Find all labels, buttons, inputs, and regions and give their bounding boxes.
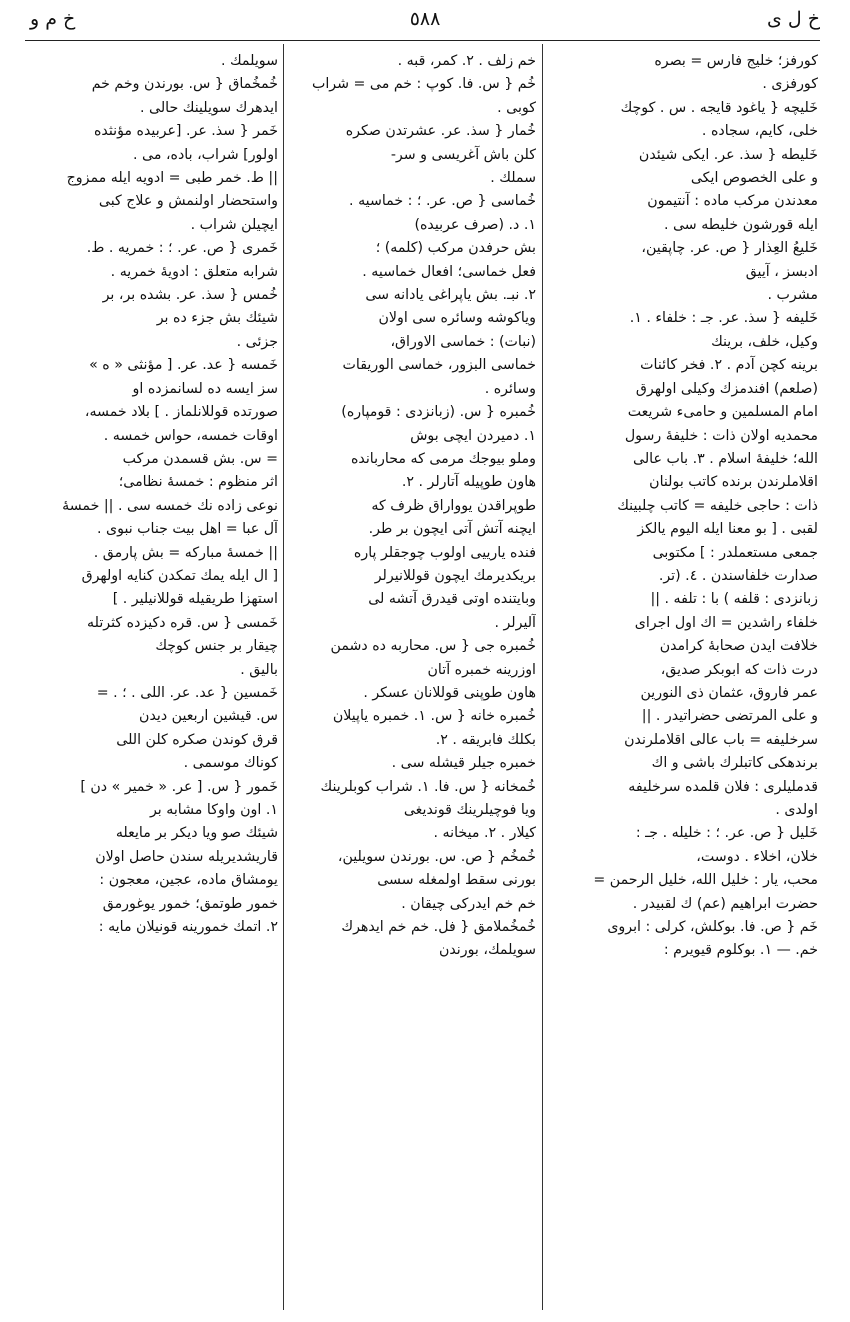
- entry-line: کورفزی .: [762, 76, 818, 93]
- header-guide-word-right: خ ل ی: [766, 8, 820, 30]
- entry-line: خَمسی { س. قره دكيزده كثرتله: [87, 614, 278, 631]
- entry-line: قدملیلری : فلان قلمده سرخليفه: [628, 778, 818, 795]
- page-number: ٥٨٨: [409, 8, 441, 30]
- entry-line: استهزا طريقيله قوللانيلير . ]: [112, 591, 278, 608]
- entry-line: سويلمك، بورندن: [438, 942, 536, 959]
- entry-line: خَمر { سذ. عر. [عربيده مؤنثده: [93, 123, 278, 140]
- entry-line: مشرب .: [767, 287, 818, 304]
- entry-line: خَلیعُ العِذار { ص. عر. چاپقین،: [641, 240, 818, 257]
- entry-line: يومشاق ماده، عجين، معجون :: [99, 872, 278, 889]
- entry-line: امام المسلمين و حامیء شريعت: [627, 404, 818, 421]
- entry-line: خُمخُملامق { فل. خم خم ايدهرك: [341, 919, 536, 936]
- entry-line: خَمور { س. [ عر. « خمير » دن ]: [80, 778, 278, 795]
- entry-line: خُماسی { ص. عر. ؛ : خماسیه .: [349, 193, 536, 210]
- dictionary-column-middle: [288, 50, 536, 1312]
- entry-line: خمور طوتمق؛ خمور يوغورمق: [102, 895, 278, 912]
- entry-line: نوعی زاده نك خمسه سی . || خمسهٔ: [62, 497, 278, 514]
- entry-line: خُمخُم { ص. س. بورندن سويلين،: [337, 848, 536, 865]
- entry-line: عمر فاروق، عثمان ذی النورين: [640, 684, 818, 701]
- entry-line: و على الخصوص ایکی: [690, 170, 818, 187]
- entry-line: كوبی .: [497, 99, 536, 116]
- entry-line: ادبسز ، آییق: [745, 263, 818, 280]
- column-divider: [542, 44, 543, 1310]
- entry-line: اولدی .: [775, 802, 818, 818]
- entry-line: برينه كچن آدم . ٢. فخر كائنات: [640, 357, 818, 374]
- entry-line: خُم { س. فا. كوپ : خم می = شراب: [311, 76, 536, 93]
- entry-line: محب، يار : خليل الله، خليل الرحمن =: [593, 872, 818, 889]
- entry-line: س. قيشين اربعين ديدن: [139, 708, 278, 725]
- entry-line: ١. دميردن ايچی بوش: [410, 427, 536, 444]
- page-header: [30, 8, 820, 36]
- entry-line: محمديه اولان ذات : خليفهٔ رسول: [624, 427, 818, 444]
- entry-line: ايچيلن شراب .: [190, 216, 278, 233]
- entry-line: (نبات) : خماسی الاوراق،: [390, 333, 536, 350]
- entry-line: معدندن مركب ماده : آنتیمون: [647, 193, 818, 210]
- entry-line: طوپراقدن يوواراق ظرف كه: [371, 497, 536, 514]
- entry-line: ٢. نبـ. بش ياپراغی يادانه سی: [365, 287, 536, 304]
- entry-line: فنده يارييی اولوب چوجقلر پاره: [353, 544, 536, 561]
- entry-line: ايچنه آتش آتی ايچون بر طر.: [368, 521, 536, 538]
- entry-line: = س. بش قسمدن مركب: [122, 450, 278, 467]
- entry-line: ١. اون واوكا مشابه بر: [149, 802, 278, 818]
- entry-line: ذات : حاجی خليفه = كاتب چلبينك: [617, 497, 818, 514]
- entry-line: خَلیطه { سذ. عر. ایکی شيئدن: [638, 146, 818, 163]
- entry-line: خم خم ايدركی چيقان .: [401, 895, 536, 912]
- entry-line: زبانزدی : قلفه ) با : تلفه . ||: [650, 591, 818, 608]
- entry-line: وملو بيوجك مرمی كه محاربانده: [350, 450, 536, 467]
- entry-line: آليرلر .: [494, 614, 536, 631]
- entry-line: خلان، اخلاء . دوست،: [696, 848, 818, 865]
- header-guide-word-left: خ م و: [30, 8, 76, 30]
- entry-line: خَلیچه { یاغود قايجه . س . كوچك: [620, 99, 818, 116]
- entry-line: هاون طوپيله آتارلر . ٢.: [401, 474, 536, 491]
- entry-line: وسائره .: [484, 380, 536, 397]
- entry-line: كيلار . ٢. ميخانه .: [433, 825, 536, 842]
- entry-line: خُمخُماق { س. بورندن وخم خم: [91, 76, 278, 93]
- entry-line: صورتده قوللانلماز . ] بلاد خمسه،: [84, 404, 278, 421]
- entry-line: ١. د. (صرف عربيده): [414, 216, 536, 233]
- entry-line: وبايتنده اوتی قيدرق آتشه لی: [368, 591, 536, 608]
- entry-line: اثر منظوم : خمسهٔ نظامی؛: [118, 474, 278, 491]
- entry-line: [ ال ايله يمك تمكدن كنايه اولهرق: [81, 567, 278, 584]
- entry-line: اولور] شراب، باده، مى .: [133, 146, 278, 163]
- dictionary-column-left: [28, 50, 278, 1312]
- entry-line: خَمسین { عد. عر. اللی . ؛ . =: [96, 684, 278, 701]
- entry-line: جمعی مستعملدر : ] مكتوبی: [652, 544, 818, 561]
- entry-line: خلافت ايدن صحابهٔ كرامدن: [659, 638, 818, 655]
- entry-line: خُمبره { س. (زبانزدی : قومپاره): [341, 404, 536, 421]
- entry-line: خُمبره جی { س. محاربه ده دشمن: [330, 638, 536, 655]
- entry-line: ایله قورشون خليطه سی .: [663, 216, 818, 233]
- entry-line: قرق كوندن صكره كلن اللی: [116, 731, 278, 748]
- entry-line: خَمری { ص. عر. ؛ : خمريه . ط.: [86, 240, 278, 257]
- entry-line: خم. — ١. بوكلوم قيويرم :: [663, 942, 818, 959]
- column-divider: [283, 44, 284, 1310]
- entry-line: الله؛ خليفهٔ اسلام . ٣. باب عالى: [633, 450, 818, 467]
- entry-line: خَلیل { ص. عر. ؛ : خليله . جـ :: [635, 825, 818, 842]
- entry-line: بكلك فابريقه . ٢.: [435, 731, 536, 748]
- entry-line: خلی، کایم، سجاده .: [701, 123, 818, 140]
- entry-line: ايدهرك سويلينك حالی .: [139, 99, 278, 116]
- entry-line: خم زلف . ٢. كمر، قبه .: [397, 53, 536, 69]
- entry-line: اوقات خمسه، حواس خمسه .: [103, 427, 278, 444]
- entry-line: سويلمك .: [220, 53, 278, 69]
- entry-line: خَمسه { عد. عر. [ مؤنثی « ه »: [89, 357, 278, 374]
- entry-line: جزئی .: [236, 333, 278, 350]
- entry-line: خُمبره خانه { س. ١. خمبره ياپيلان: [332, 708, 536, 725]
- entry-line: حضرت ابراهيم (عم) ك لقبيدر .: [632, 895, 818, 912]
- entry-line: خمبره جيلر قيشله سی .: [391, 755, 536, 772]
- entry-line: شيئك صو ويا ديكر بر مايعله: [115, 825, 278, 842]
- entry-line: (صلعم) افندمزك وكيلى اولهرق: [635, 380, 818, 397]
- entry-line: ويا فوچيلرينك قونديغی: [403, 802, 536, 818]
- entry-line: سملك .: [490, 170, 536, 187]
- entry-line: شرابه متعلق : ادويهٔ خمريه .: [110, 263, 278, 280]
- entry-line: هاون طوپنی قوللانان عسكر .: [363, 684, 536, 701]
- entry-line: كلن باش آغريسی و سر-: [390, 146, 536, 163]
- entry-line: سز ايسه ده لسانمزده او: [132, 380, 278, 397]
- entry-line: خُمخانه { س. فا. ١. شراب كوبلرينك: [320, 778, 536, 795]
- entry-line: || ط. خمر طبی = ادويه ايله ممزوج: [66, 170, 278, 187]
- entry-line: كوناك موسمی .: [183, 755, 278, 772]
- entry-line: خَلیفه { سذ. عر. جـ : خلفاء . ١.: [629, 310, 818, 327]
- entry-line: خلفاء راشدين = اك اول اجرای: [634, 614, 818, 631]
- entry-line: واستحضار اولنمش و علاج كبی: [98, 193, 278, 210]
- entry-line: برندهكی كاتبلرك باشی و اك: [651, 755, 818, 772]
- entry-line: اوزرينه خمبره آتان: [427, 661, 536, 678]
- entry-line: صدارت خلفاسندن . ٤. (تر.: [658, 567, 818, 584]
- dictionary-column-right: [548, 50, 818, 1312]
- entry-line: ٢. اتمك خمورينه قونيلان مايه :: [98, 919, 278, 936]
- entry-line: وكيل، خلف، برينك: [711, 333, 818, 350]
- entry-line: باليق .: [240, 661, 278, 678]
- entry-line: اقلاملرندن برنده كاتب بولنان: [649, 474, 818, 491]
- header-rule: [25, 40, 820, 41]
- entry-line: و علی المرتضی حضراتيدر . ||: [641, 708, 818, 725]
- entry-line: خماسی البزور، خماسی الوريقات: [342, 357, 536, 374]
- entry-line: || خمسهٔ مباركه = بش پارمق .: [93, 544, 278, 561]
- entry-line: درت ذات كه ابوبكر صديق،: [660, 661, 818, 678]
- entry-line: آل عبا = اهل بيت جناب نبوی .: [96, 521, 278, 538]
- entry-line: بورنی سقط اولمغله سسی: [377, 872, 536, 889]
- entry-line: شيئك بش جزء ده بر: [156, 310, 278, 327]
- entry-line: وياكوشه وسائره سی اولان: [378, 310, 536, 327]
- entry-line: فعل خماسی؛ افعال خماسيه .: [362, 263, 536, 280]
- entry-line: چيقار بر جنس كوچك: [155, 638, 278, 655]
- entry-line: خُمس { سذ. عر. بشده بر، بر: [102, 287, 278, 304]
- entry-line: بش حرفدن مركب (كلمه) ؛: [375, 240, 536, 257]
- entry-line: سرخليفه = باب عالى اقلاملرندن: [624, 731, 818, 748]
- entry-line: قاريشديريله سندن حاصل اولان: [95, 848, 278, 865]
- entry-line: لقبی . [ بو معنا ايله اليوم يالكز: [637, 521, 818, 538]
- entry-line: کورفز؛ خليج فارس = بصره: [654, 53, 818, 69]
- entry-line: خُمار { سذ. عر. عشرتدن صكره: [345, 123, 536, 140]
- entry-line: خَم { ص. فا. بوكلش، كرلی : ابروی: [607, 919, 818, 936]
- entry-line: بريكديرمك ايچون قوللانيرلر: [374, 567, 536, 584]
